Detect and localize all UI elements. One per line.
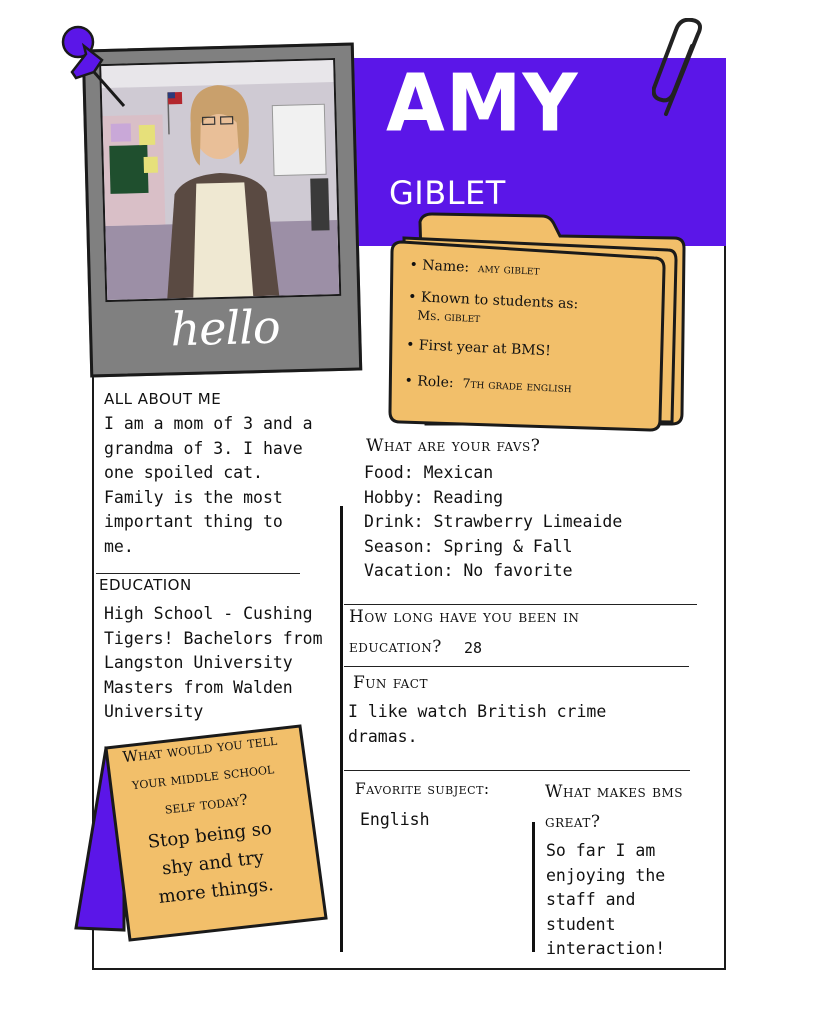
folder-details xyxy=(404,256,660,401)
favs-title: What are your favs? xyxy=(366,436,541,456)
first-name: AMY xyxy=(386,55,579,150)
fun-fact-title: Fun fact xyxy=(353,673,428,693)
folder-name-line: • Name: amy giblet xyxy=(409,256,540,278)
classroom-photo-illustration xyxy=(101,60,339,300)
push-pin-icon xyxy=(58,20,128,110)
note-question: What would you tell your middle school self today? xyxy=(121,730,278,818)
bms-great-title-line2: great? xyxy=(545,812,601,832)
folder-first-year-line: • First year at BMS! xyxy=(405,336,552,360)
education-title: EDUCATION xyxy=(99,576,192,594)
bullet-icon: • xyxy=(407,288,422,306)
folder-role-line: • Role: 7th grade english xyxy=(404,372,573,396)
education-divider xyxy=(96,573,300,574)
subject-divider xyxy=(344,770,690,771)
bms-great-text: So far I am enjoying the staff and student interaction! xyxy=(546,841,666,958)
years-title-line1: How long have you been in xyxy=(349,607,580,627)
column-divider xyxy=(340,506,343,952)
education-text: High School - Cushing Tigers! Bachelors from Langston University Masters from Walden University xyxy=(104,604,323,721)
years-value: 28 xyxy=(464,639,483,657)
sticky-note xyxy=(99,723,317,917)
subject-column-divider xyxy=(532,822,535,952)
years-divider-top xyxy=(344,604,697,605)
favorite-subject-title: Favorite subject: xyxy=(355,780,490,798)
about-text: I am a mom of 3 and a grandma of 3. I have one spoiled cat. Family is the most important thing to me. xyxy=(104,414,313,556)
favs-list: Food: Mexican Hobby: Reading Drink: Strawberry Limeaide Season: Spring & Fall Vacation: No favorite xyxy=(364,463,623,580)
bullet-icon: • xyxy=(405,336,420,354)
folder-known-line: • Known to students as: Ms. giblet xyxy=(407,288,579,326)
hello-caption: hello xyxy=(169,299,281,357)
years-divider-bottom xyxy=(344,666,689,667)
last-name: GIBLET xyxy=(389,174,506,212)
bullet-icon: • xyxy=(404,372,418,390)
years-title-line2: education? xyxy=(349,637,442,657)
paper-clip-icon xyxy=(652,18,714,122)
profile-photo xyxy=(99,58,341,302)
about-title: ALL ABOUT ME xyxy=(104,390,222,408)
fun-fact-text: I like watch British crime dramas. xyxy=(348,702,607,746)
bms-great-title-line1: What makes bms xyxy=(545,782,683,802)
favorite-subject-value: English xyxy=(360,810,430,829)
bullet-icon: • xyxy=(409,256,423,274)
note-answer: Stop being so shy and try more things. xyxy=(146,817,275,909)
